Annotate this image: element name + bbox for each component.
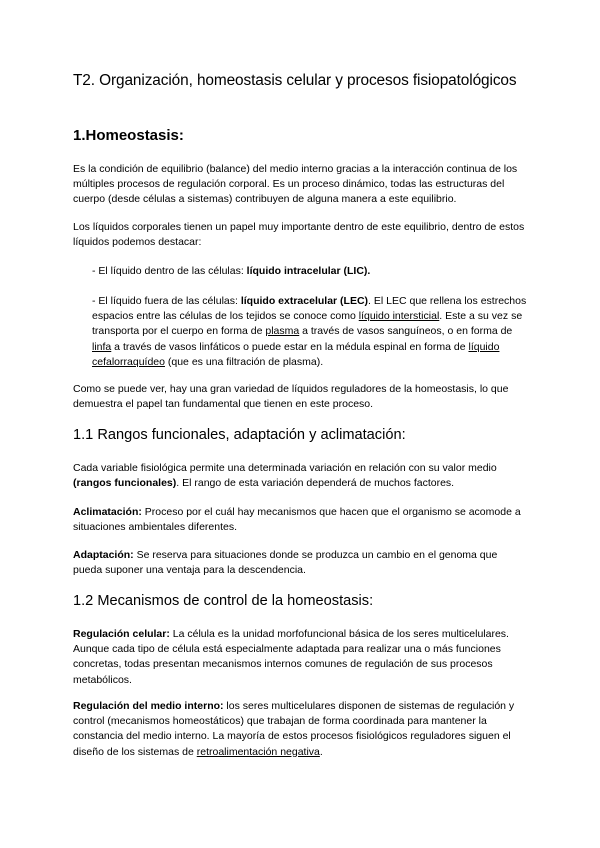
paragraph-text: Proceso por el cuál hay mecanismos que hacen que el organismo se acomode a situaciones ambientales diferentes. xyxy=(73,506,521,534)
term-adaptation: Adaptación: xyxy=(73,549,134,561)
paragraph-adaptation xyxy=(73,548,528,578)
paragraph-text: . El rango de esta variación dependerá de muchos factores. xyxy=(176,477,455,490)
paragraph-text: Cada variable fisiológica permite una determinada variación en relación con su valor medio xyxy=(73,462,497,474)
section-heading-homeostasis: 1.Homeostasis: xyxy=(73,127,184,144)
paragraph-text: Se reserva para situaciones donde se produzca un cambio en el genoma que pueda suponer una ventaja para la descendencia. xyxy=(73,549,498,577)
term-interstitial-fluid: líquido intersticial xyxy=(358,310,440,323)
list-item-text: . Este a su vez se transporta por el cuerpo en forma de xyxy=(92,310,523,338)
term-negative-feedback: retroalimentación negativa xyxy=(196,745,320,758)
paragraph-text: los seres multicelulares disponen de sistemas de regulación y control (mecanismos homeostáticos) que trabajan de forma coordinada para mantener la constancia del medio interno. La mayoría de estos procesos fisiológicos reguladores siguen el diseño de los sistemas de xyxy=(73,700,515,758)
list-item-text: a través de vasos sanguíneos, o en forma de xyxy=(299,325,513,338)
list-item-text: (que es una filtración de plasma). xyxy=(164,355,324,368)
list-item-lec xyxy=(92,294,528,370)
term-acclimatization: Aclimatación: xyxy=(73,506,142,518)
paragraph-acclimatization xyxy=(73,505,528,535)
term-cell-regulation: Regulación celular: xyxy=(73,628,170,640)
term-lic: líquido intracelular (LIC). xyxy=(246,265,371,277)
section-heading-ranges: 1.1 Rangos funcionales, adaptación y aclimatación: xyxy=(73,427,406,443)
list-item-text: - El líquido fuera de las células: xyxy=(92,295,241,307)
paragraph-text: La célula es la unidad morfofuncional básica de los seres multicelulares. Aunque cada tipo de célula está especialmente adaptada para realizar una o más funciones concretas, todas presentan mecanismos internos comunes de regulación de sus procesos metabólicos. xyxy=(73,628,509,686)
list-item-lic xyxy=(92,264,528,279)
paragraph-cell-regulation xyxy=(73,627,528,688)
term-csf: líquido cefalorraquídeo xyxy=(92,340,500,368)
paragraph-internal-regulation xyxy=(73,699,528,760)
list-item-text: . El LEC que rellena los estrechos espacios entre las células de los tejidos se conoce como xyxy=(92,295,527,323)
term-lec: líquido extracelular (LEC) xyxy=(240,295,369,307)
term-plasma: plasma xyxy=(265,325,300,338)
paragraph-homeostasis-definition: Es la condición de equilibrio (balance) del medio interno gracias a la interacción continua de los múltiples procesos de regulación corporal. Es un proceso dinámico, todas las estructuras del cuerpo (desde células a sistemas) contribuyen de alguna manera a este equilibrio. xyxy=(73,163,518,206)
section-heading-control-mechanisms: 1.2 Mecanismos de control de la homeostasis: xyxy=(73,593,374,609)
document-title: T2. Organización, homeostasis celular y procesos fisiopatológicos xyxy=(73,72,517,89)
list-item-text: - El líquido dentro de las células: xyxy=(92,265,247,277)
paragraph-functional-ranges xyxy=(73,461,528,491)
paragraph-text: . xyxy=(319,745,323,758)
term-lymph: linfa xyxy=(92,340,112,353)
list-item-text: a través de vasos linfáticos o puede estar en la médula espinal en forma de xyxy=(111,340,469,353)
paragraph-fluids-conclusion: Como se puede ver, hay una gran variedad de líquidos reguladores de la homeostasis, lo que demuestra el papel tan fundamental que tienen en este proceso. xyxy=(73,383,509,411)
paragraph-body-fluids: Los líquidos corporales tienen un papel muy importante dentro de este equilibrio, dentro de estos líquidos podemos destacar: xyxy=(73,221,525,249)
term-functional-ranges: (rangos funcionales) xyxy=(73,477,177,490)
term-internal-regulation: Regulación del medio interno: xyxy=(73,700,224,712)
